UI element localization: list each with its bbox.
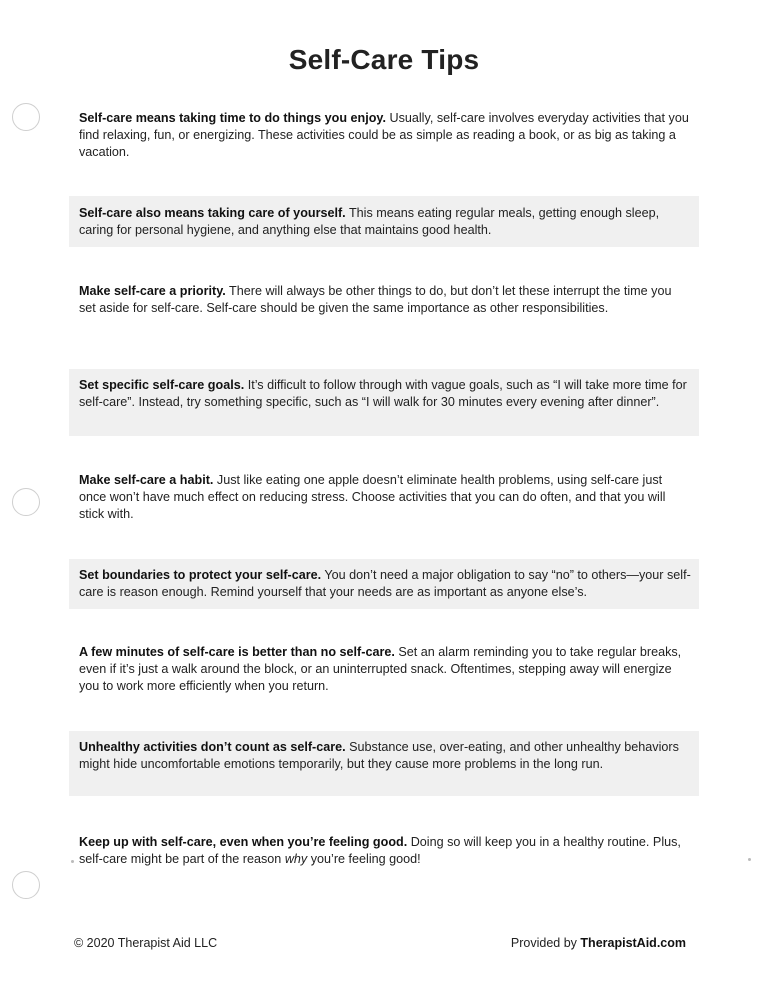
tip-heading: Set boundaries to protect your self-care. xyxy=(79,568,322,582)
tip-body: you’re feeling good! xyxy=(310,852,421,866)
tip-heading: Keep up with self-care, even when you’re feeling good. xyxy=(79,835,408,849)
tip-body: Usually, self-care involves everyday activities that you find relaxing, fun, or energizing. These activities could be as simple as reading a book, or as big as taking a vacation. xyxy=(79,111,689,159)
tip-body: Substance use, over-eating, and other unhealthy behaviors might hide uncomfortable emotions temporarily, but they cause more problems in the long run. xyxy=(79,740,679,771)
tip-heading: Make self-care a priority. xyxy=(79,284,226,298)
tip-heading: Make self-care a habit. xyxy=(79,473,214,487)
tip-body: This means eating regular meals, getting enough sleep, caring for personal hygiene, and anything else that maintains good health. xyxy=(79,206,660,237)
tip-heading: Self-care also means taking care of yourself. xyxy=(79,206,346,220)
tip-body: It’s difficult to follow through with vague goals, such as “I will take more time for self-care”. Instead, try something specific, such as “I will walk for 30 minutes every evening after dinner”. xyxy=(79,378,687,409)
tip-body-emphasis: why xyxy=(284,852,308,866)
tip-take-care xyxy=(69,196,699,247)
page-title: Self-Care Tips xyxy=(288,44,480,75)
tip-unhealthy xyxy=(69,731,699,796)
tip-heading: Unhealthy activities don’t count as self-care. xyxy=(79,740,346,754)
tip-enjoy xyxy=(69,110,699,161)
footer-copyright: © 2020 Therapist Aid LLC xyxy=(74,936,218,950)
scan-speck xyxy=(748,858,751,861)
binder-hole-top xyxy=(12,103,40,131)
binder-hole-bottom xyxy=(12,871,40,899)
tip-specific-goals xyxy=(69,369,699,436)
binder-hole-middle xyxy=(12,488,40,516)
tip-body: Doing so will keep you in a healthy routine. Plus, self-care might be part of the reason xyxy=(79,835,681,866)
footer-provided-by xyxy=(511,936,686,950)
tip-body: There will always be other things to do, but don’t let these interrupt the time you set aside for self-care. Self-care should be given the same importance as other responsibilities. xyxy=(79,284,672,315)
tip-heading: Set specific self-care goals. xyxy=(79,378,245,392)
tip-heading: Self-care means taking time to do things you enjoy. xyxy=(79,111,386,125)
tip-feeling-good xyxy=(69,834,699,868)
tip-priority xyxy=(69,283,699,317)
tip-heading: A few minutes of self-care is better than no self-care. xyxy=(79,645,395,659)
tip-body: You don’t need a major obligation to say “no” to others—your self-care is reason enough. Remind yourself that your needs are as important as anyone else’s. xyxy=(79,568,691,599)
tip-boundaries xyxy=(69,559,699,609)
tip-body: Set an alarm reminding you to take regular breaks, even if it’s just a walk around the block, or an uninterrupted snack. Oftentimes, stepping away will energize you to work more efficiently when you return. xyxy=(79,645,682,693)
tip-body: Just like eating one apple doesn’t eliminate health problems, using self-care just once won’t have much effect on reducing stress. Choose activities that you can do often, and that you will stick with. xyxy=(79,473,666,521)
tip-few-minutes xyxy=(69,644,699,695)
footer-brand-link[interactable]: TherapistAid.com xyxy=(580,936,686,950)
footer-provided-prefix: Provided by xyxy=(510,936,577,950)
tip-habit xyxy=(69,472,699,523)
